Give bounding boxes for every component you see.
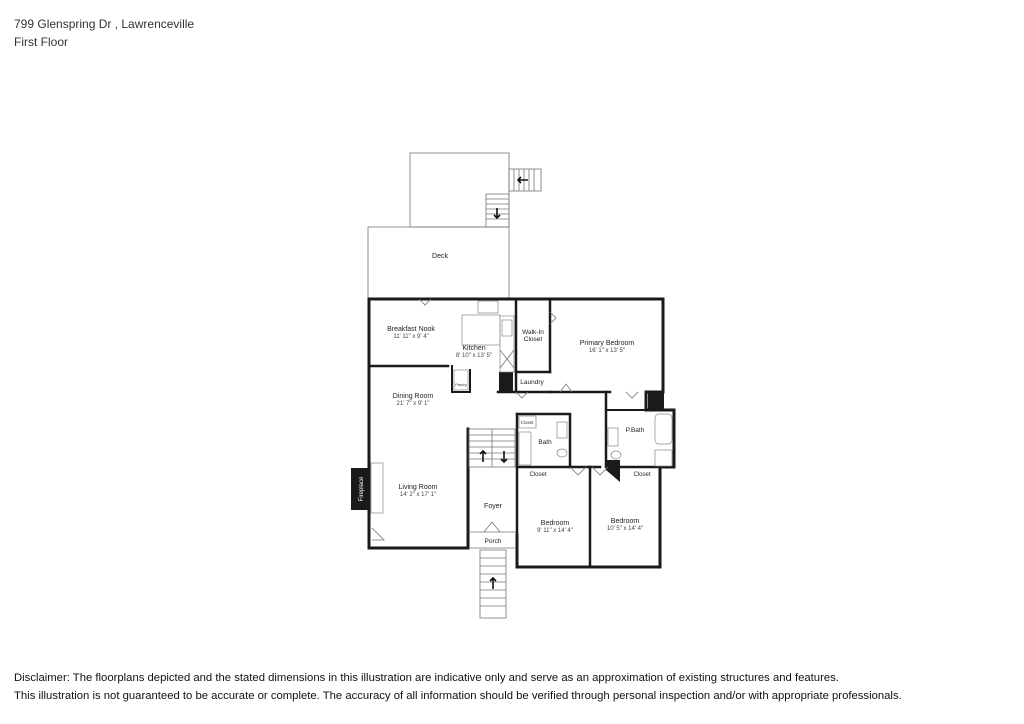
dining-room-label: Dining Room (392, 393, 434, 400)
deck-label: Deck (432, 253, 448, 260)
front-stairs (480, 550, 506, 618)
bedroom-right-label: Bedroom (610, 518, 640, 525)
walk-in-closet-label-1: Walk-In (522, 329, 544, 336)
arrow-up-icon (490, 578, 496, 589)
property-address: 799 Glenspring Dr , Lawrenceville (14, 17, 195, 31)
kitchen-label: Kitchen (462, 345, 486, 352)
disclaimer-line-1: Disclaimer: The floorplans depicted and the stated dimensions in this illustration are indicative only and serve as an approximation of existing structures and features. (14, 672, 839, 684)
deck-outline (368, 227, 509, 299)
deck-stairs-right (509, 169, 541, 191)
laundry-label: Laundry (520, 379, 544, 386)
living-room-label: Living Room (398, 484, 438, 491)
fireplace-label: Fireplace (359, 476, 365, 502)
interior-stairs (469, 429, 515, 467)
porch-label: Porch (484, 538, 502, 545)
arrow-down-icon (494, 208, 500, 218)
closet-left-label: Closet (529, 472, 547, 478)
walk-in-closet-label-2: Closet (523, 336, 543, 343)
arrow-left-icon (518, 177, 528, 183)
primary-bedroom-dims: 16' 1" x 13' 5" (588, 348, 626, 354)
pantry-label: Pantry (455, 382, 467, 387)
breakfast-nook-label: Breakfast Nook (387, 326, 435, 333)
closet-right-label: Closet (633, 472, 651, 478)
hearth (371, 463, 383, 513)
bedroom-left-dims: 9' 11" x 14' 4" (537, 528, 573, 534)
primary-bedroom-label: Primary Bedroom (579, 340, 635, 347)
floor-label: First Floor (14, 35, 68, 49)
bedroom-left-label: Bedroom (540, 520, 570, 527)
bath-label: Bath (538, 439, 552, 446)
closet-small-label: Closet (520, 420, 534, 425)
living-room-dims: 14' 2" x 17' 1" (399, 492, 437, 498)
dining-room-dims: 21' 7" x 9' 1" (396, 401, 430, 407)
breakfast-nook-dims: 11' 11" x 9' 4" (393, 334, 429, 340)
deck-stairs-down (486, 194, 509, 227)
arrow-up-icon (480, 451, 486, 462)
kitchen-dims: 8' 10" x 13' 5" (455, 353, 493, 359)
foyer-label: Foyer (484, 503, 502, 510)
p-bath-label: P.Bath (625, 427, 645, 434)
bedroom-right-dims: 10' 5" x 14' 4" (606, 526, 644, 532)
disclaimer-line-2: This illustration is not guaranteed to be accurate or complete. The accuracy of all information should be verified through personal inspection and/or with appropriate professionals. (14, 690, 902, 702)
